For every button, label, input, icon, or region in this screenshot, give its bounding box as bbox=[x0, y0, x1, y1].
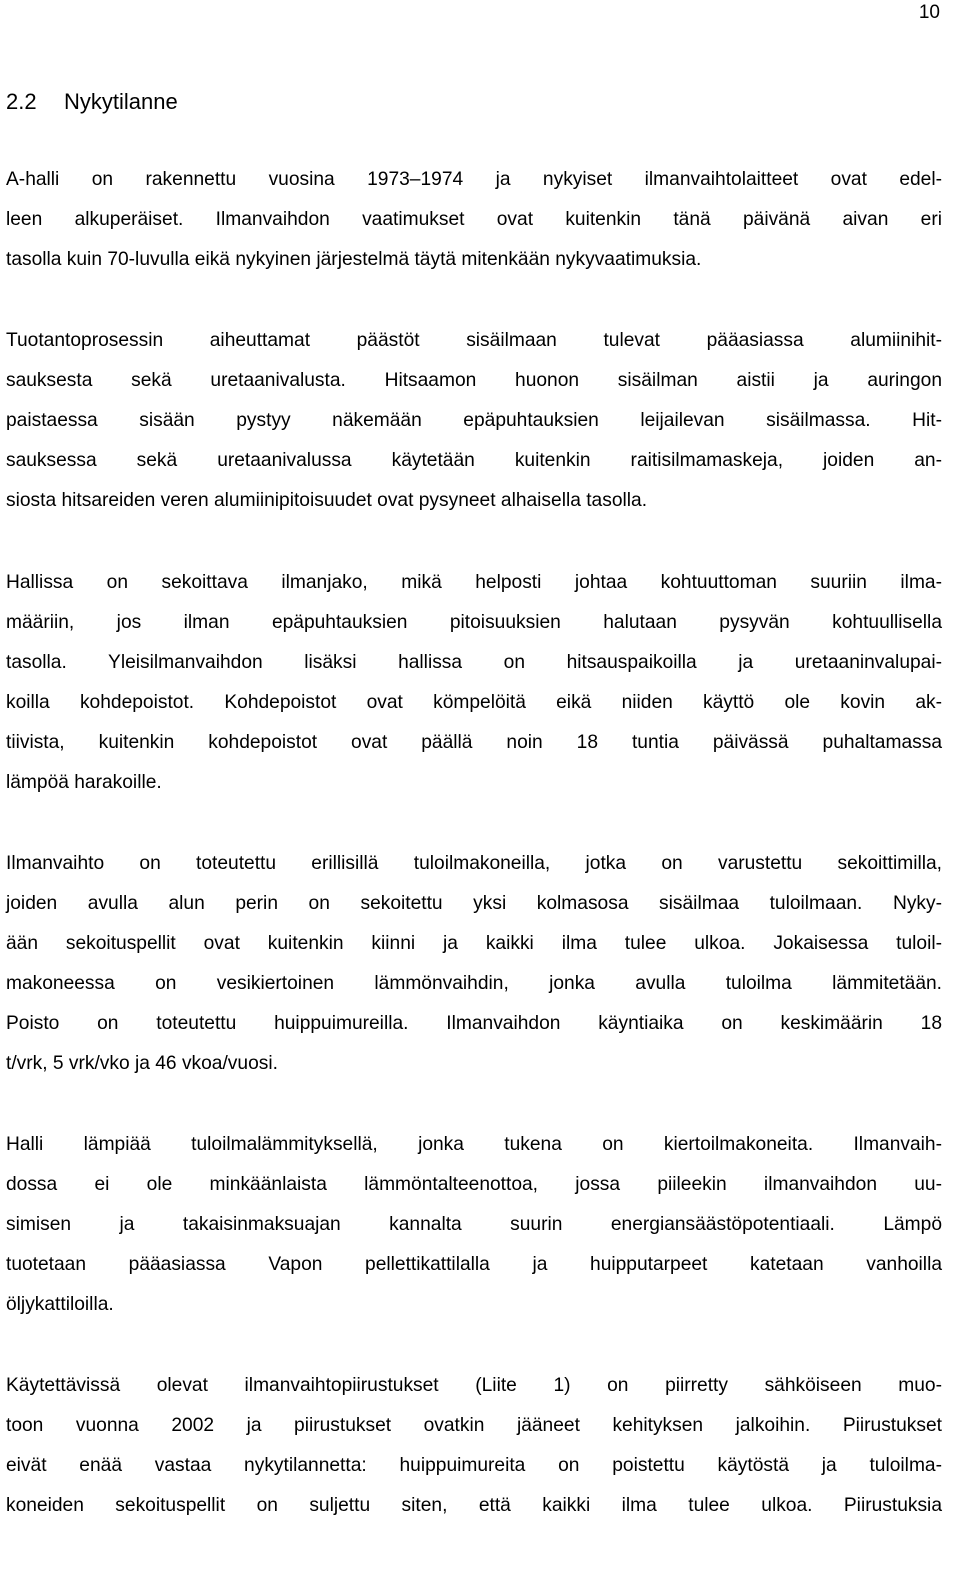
text-line: A-halli on rakennettu vuosina 1973–1974 ja nykyiset ilmanvaihtolaitteet ovat edel- bbox=[6, 169, 942, 190]
text-line: joiden avulla alun perin on sekoitettu yksi kolmasosa sisäilmaa tuloilmaan. Nyky- bbox=[6, 893, 942, 914]
text-line: Ilmanvaihto on toteutettu erillisillä tuloilmakoneilla, jotka on varustettu sekoittimilla, bbox=[6, 853, 942, 874]
text-line: tasolla. Yleisilmanvaihdon lisäksi hallissa on hitsauspaikoilla ja uretaaninvalupai- bbox=[6, 652, 942, 673]
text-line: tasolla kuin 70-luvulla eikä nykyinen järjestelmä täytä mitenkään nykyvaatimuksia. bbox=[6, 249, 702, 270]
text-line: sauksesta sekä uretaanivalusta. Hitsaamon huonon sisäilman aistii ja auringon bbox=[6, 370, 942, 391]
paragraph bbox=[6, 160, 942, 280]
text-line: simisen ja takaisinmaksuajan kannalta suurin energiansäästöpotentiaali. Lämpö bbox=[6, 1214, 942, 1235]
text-line: öljykattiloilla. bbox=[6, 1294, 114, 1315]
text-line: siosta hitsareiden veren alumiinipitoisuudet ovat pysyneet alhaisella tasolla. bbox=[6, 490, 648, 511]
text-line: koneiden sekoituspellit on suljettu siten, että kaikki ilma tulee ulkoa. Piirustuksia bbox=[6, 1495, 942, 1516]
text-line: dossa ei ole minkäänlaista lämmöntalteenottoa, jossa piileekin ilmanvaihdon uu- bbox=[6, 1174, 942, 1195]
text-line: Hallissa on sekoittava ilmanjako, mikä helposti johtaa kohtuuttoman suuriin ilma- bbox=[6, 572, 942, 593]
text-line: lämpöä harakoille. bbox=[6, 772, 162, 793]
page-number: 10 bbox=[918, 2, 940, 23]
section-heading bbox=[6, 88, 942, 116]
paragraph bbox=[6, 321, 942, 521]
paragraph bbox=[6, 1366, 942, 1526]
text-line: koilla kohdepoistot. Kohdepoistot ovat kömpelöitä eikä niiden käyttö ole kovin ak- bbox=[6, 692, 942, 713]
text-line: tuotetaan pääasiassa Vapon pellettikattilalla ja huipputarpeet katetaan vanhoilla bbox=[6, 1254, 942, 1275]
section-number: 2.2 bbox=[6, 89, 37, 114]
text-line: sauksessa sekä uretaanivalussa käytetään kuitenkin raitisilmamaskeja, joiden an- bbox=[6, 450, 942, 471]
paragraph bbox=[6, 844, 942, 1084]
text-line: Halli lämpiää tuloilmalämmityksellä, jonka tukena on kiertoilmakoneita. Ilmanvaih- bbox=[6, 1134, 942, 1155]
text-line: eivät enää vastaa nykytilannetta: huippuimureita on poistettu käytöstä ja tuloilma- bbox=[6, 1455, 942, 1476]
text-line: ään sekoituspellit ovat kuitenkin kiinni ja kaikki ilma tulee ulkoa. Jokaisessa tuloil- bbox=[6, 933, 942, 954]
paragraph bbox=[6, 563, 942, 803]
text-line: paistaessa sisään pystyy näkemään epäpuhtauksien leijailevan sisäilmassa. Hit- bbox=[6, 410, 942, 431]
document-body bbox=[6, 88, 942, 1516]
text-line: Käytettävissä olevat ilmanvaihtopiirustukset (Liite 1) on piirretty sähköiseen muo- bbox=[6, 1375, 942, 1396]
paragraph bbox=[6, 1125, 942, 1325]
section-title: Nykytilanne bbox=[64, 89, 178, 114]
text-line: määriin, jos ilman epäpuhtauksien pitoisuuksien halutaan pysyvän kohtuullisella bbox=[6, 612, 942, 633]
text-line: toon vuonna 2002 ja piirustukset ovatkin jääneet kehityksen jalkoihin. Piirustukset bbox=[6, 1415, 942, 1436]
text-line: Tuotantoprosessin aiheuttamat päästöt sisäilmaan tulevat pääasiassa alumiinihit- bbox=[6, 330, 942, 351]
text-line: tiivista, kuitenkin kohdepoistot ovat päällä noin 18 tuntia päivässä puhaltamassa bbox=[6, 732, 942, 753]
text-line: Poisto on toteutettu huippuimureilla. Ilmanvaihdon käyntiaika on keskimäärin 18 bbox=[6, 1013, 942, 1034]
text-line: t/vrk, 5 vrk/vko ja 46 vkoa/vuosi. bbox=[6, 1053, 278, 1074]
text-line: makoneessa on vesikiertoinen lämmönvaihdin, jonka avulla tuloilma lämmitetään. bbox=[6, 973, 942, 994]
text-line: leen alkuperäiset. Ilmanvaihdon vaatimukset ovat kuitenkin tänä päivänä aivan eri bbox=[6, 209, 942, 230]
